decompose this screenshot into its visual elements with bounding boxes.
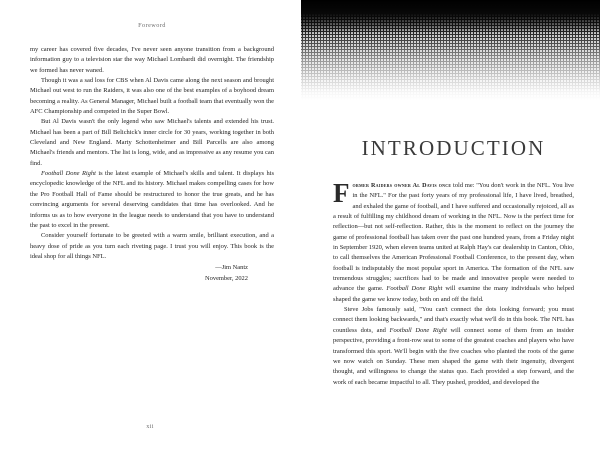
right-page-recto — [300, 0, 600, 450]
foreword-closing-paragraph: Consider yourself fortunate to be greeted with a warm smile, brilliant execution, and a heavy dose of pride as you turn each riveting page. I trust you will enjoy. This book is the ideal shop for all things NFL. — [30, 232, 274, 260]
introduction-paragraph-2-tail: will connect some of them from an insider perspective, providing a front-row seat to some of the greatest coaches and players who have transformed this sport. We'll begin with the five coaches who planted the roots of the game we now watch on Sunday. These men shaped the game with their ingenuity, divergent thought, and willingness to change the status quo. Each provided a step forward, and the work of each became impactful to all. They pushed, prodded, and developed the — [333, 326, 574, 386]
introduction-paragraph-2-lead: Steve Jobs famously said, "You can't connect the dots looking forward; you must connect them looking backwards," and that's exactly what we'll do in this book. The NFL has countless dots, and — [333, 306, 574, 334]
book-title-italic-2: Football Done Right — [386, 285, 443, 293]
foreword-paragraph-4-rest: is the latest example of Michael's skills and talent. It displays his encyclopedic knowledge of the NFL and its history. Michael makes compelling cases for how the Pro Football Hall of Fame should be restructured to honor the true greats, and he has convincing arguments for several deserving candidates that time has overlooked. And he informs us as to how everyone in the league needs to understand that you have to understand the past to excel in the present. — [30, 170, 274, 229]
book-title-italic-1: Football Done Right — [41, 170, 96, 178]
introduction-body — [333, 178, 575, 388]
signature-date: November, 2022 — [204, 274, 248, 282]
introduction-paragraph-1-tail: will examine the many individuals who helped shaped the game we know today, both on and off the field. — [333, 285, 575, 303]
introduction-content — [300, 0, 600, 388]
small-caps-lead-in: ormer Raiders owner Al Davis once — [352, 183, 452, 189]
page-title: INTRODUCTION — [361, 136, 546, 160]
foreword-signature-block — [30, 263, 274, 284]
foreword-paragraph-4 — [30, 169, 274, 231]
introduction-paragraph-2 — [333, 305, 574, 388]
foreword-paragraph-3: But Al Davis wasn't the only legend who saw Michael's talents and extended his trust. Michael has been a part of Bill Belichick's inner circle for 30 years, working together in both Cleveland and New England. Marty Schottenheimer and Bill Parcells are also among Michael's friends and mentors. The list is long, wide, and as impressive as any resume you can find. — [30, 118, 274, 167]
introduction-paragraph-1 — [333, 178, 575, 305]
page-number-folio: xii — [146, 423, 154, 430]
foreword-body — [30, 45, 274, 284]
foreword-paragraph-1: my career has covered five decades, I've never seen anyone transition from a background information guy to a television star the way Michael Lombardi did overnight. The friendship we formed has never waned. — [30, 46, 274, 74]
foreword-paragraph-2: Though it was a sad loss for CBS when Al Davis came along the next season and brought Michael out west to run the Raiders, it was also one of the best examples of a boyhood dream becoming a reality. As General Manager, Michael built a football team that eventually won the AFC Championship and competed in the Super Bowl. — [30, 77, 274, 116]
signature-name: —Jim Nantz — [215, 264, 248, 272]
drop-cap-letter: F — [333, 178, 350, 208]
book-title-italic-3: Football Done Right — [389, 326, 447, 334]
introduction-paragraph-1-rest: told me: "You don't work in the NFL. You live in the NFL." For the past forty years of my professional life, I have lived, breathed, and exhaled the game of football, and I have suffered and occasionally rejoiced, all as a result of fulfilling my childhood dream of working in the NFL. Now is the perfect time for reflection—but not self-reflection. Rather, this is the moment to reflect on the journey the game of professional football has taken over the past one hundred years, from a Friday night in September 1920, when eleven teams united at Ralph Hay's car dealership in Canton, Ohio, to call themselves the American Professional Football Conference, to the present day, when football is indisputably the most popular sport in America. The formation of the NFL saw tremendous struggles; sacrifices had to be made and innovative people were needed to advance the game. — [333, 182, 574, 293]
running-head-foreword: Foreword — [138, 22, 166, 29]
